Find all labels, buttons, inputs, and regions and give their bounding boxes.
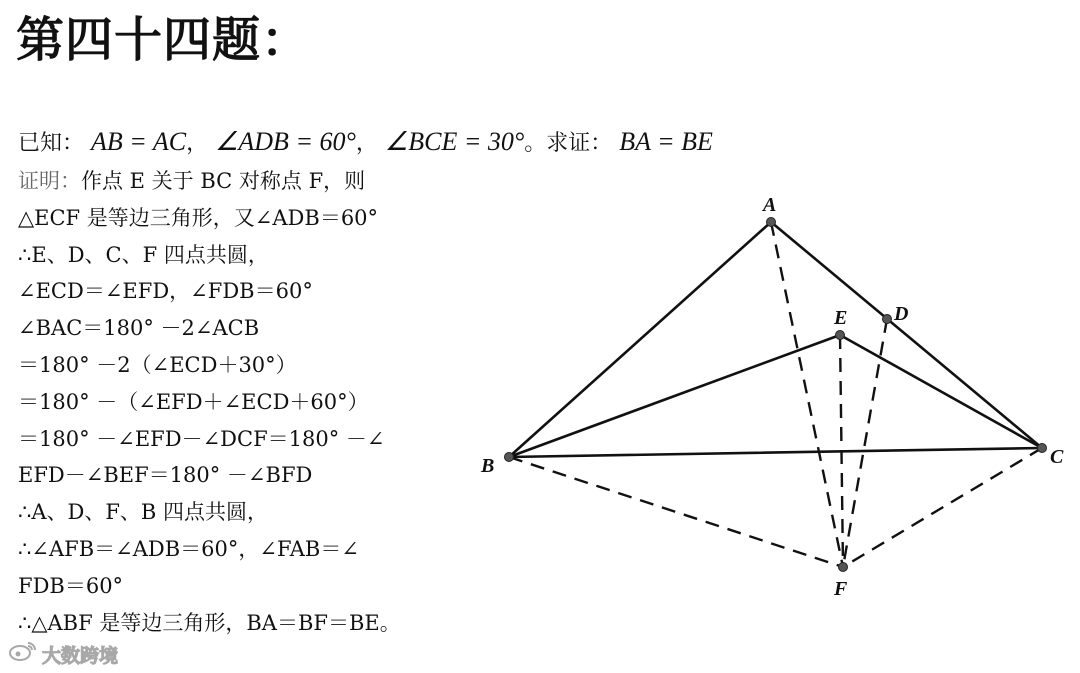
segment-bf (509, 457, 843, 567)
watermark-text: 大数跨境 (42, 645, 119, 667)
given-condition-2: ∠ADB = 60° (215, 127, 356, 156)
segment-be (509, 335, 840, 457)
segment-ef (840, 335, 843, 567)
proof-line: △ECF 是等边三角形，又∠ADB＝60° (18, 205, 379, 230)
prove-statement: BA = BE (619, 127, 713, 156)
proof-line: ＝180° －∠EFD－∠DCF＝180° －∠ (18, 426, 385, 451)
proof-line: EFD－∠BEF＝180° －∠BFD (18, 463, 313, 488)
label-e: E (834, 307, 848, 329)
segment-ab (509, 222, 771, 457)
label-d: D (894, 303, 909, 325)
label-b: B (481, 455, 495, 477)
given-condition-3: ∠BCE = 30° (384, 127, 525, 156)
prove-label: 求证： (546, 131, 613, 156)
point-d (883, 315, 892, 324)
proof-line-text: 作点 E 关于 BC 对称点 F，则 (81, 169, 366, 193)
given-condition-1: AB = AC (91, 127, 187, 156)
point-f (839, 563, 848, 572)
proof-line: ∴A、D、F、B 四点共圆， (18, 500, 269, 525)
point-a (767, 218, 776, 227)
given-separator-2: ， (355, 131, 378, 156)
proof-line: ∴E、D、C、F 四点共圆， (18, 242, 269, 267)
given-separator-1: ， (186, 131, 209, 156)
point-b (505, 453, 514, 462)
given-separator-3: 。 (524, 131, 547, 156)
problem-title: 第四十四题： (16, 12, 311, 68)
proof-line: FDB＝60° (18, 573, 124, 598)
segment-bc (509, 448, 1042, 457)
given-label: 已知： (18, 131, 85, 156)
label-a: A (763, 194, 777, 216)
segment-ec (840, 335, 1042, 448)
label-c: C (1050, 446, 1064, 468)
label-f: F (834, 578, 848, 600)
point-e (836, 331, 845, 340)
proof-line: ∴∠AFB＝∠ADB＝60°，∠FAB＝∠ (18, 536, 359, 561)
segment-cf (843, 448, 1042, 567)
proof-line: ∠ECD＝∠EFD，∠FDB＝60° (18, 279, 313, 304)
point-c (1038, 444, 1047, 453)
proof-label: 证明： (18, 169, 81, 193)
proof-line: ＝180° －2（∠ECD＋30°） (18, 352, 297, 377)
proof-line: ∠BAC＝180° －2∠ACB (18, 316, 260, 341)
proof-line: ＝180° －（∠EFD＋∠ECD＋60°） (18, 389, 369, 414)
weibo-logo-icon (8, 640, 38, 667)
proof-line: ∴△ABF 是等边三角形，BA＝BF＝BE。 (18, 610, 401, 635)
watermark (8, 640, 118, 668)
